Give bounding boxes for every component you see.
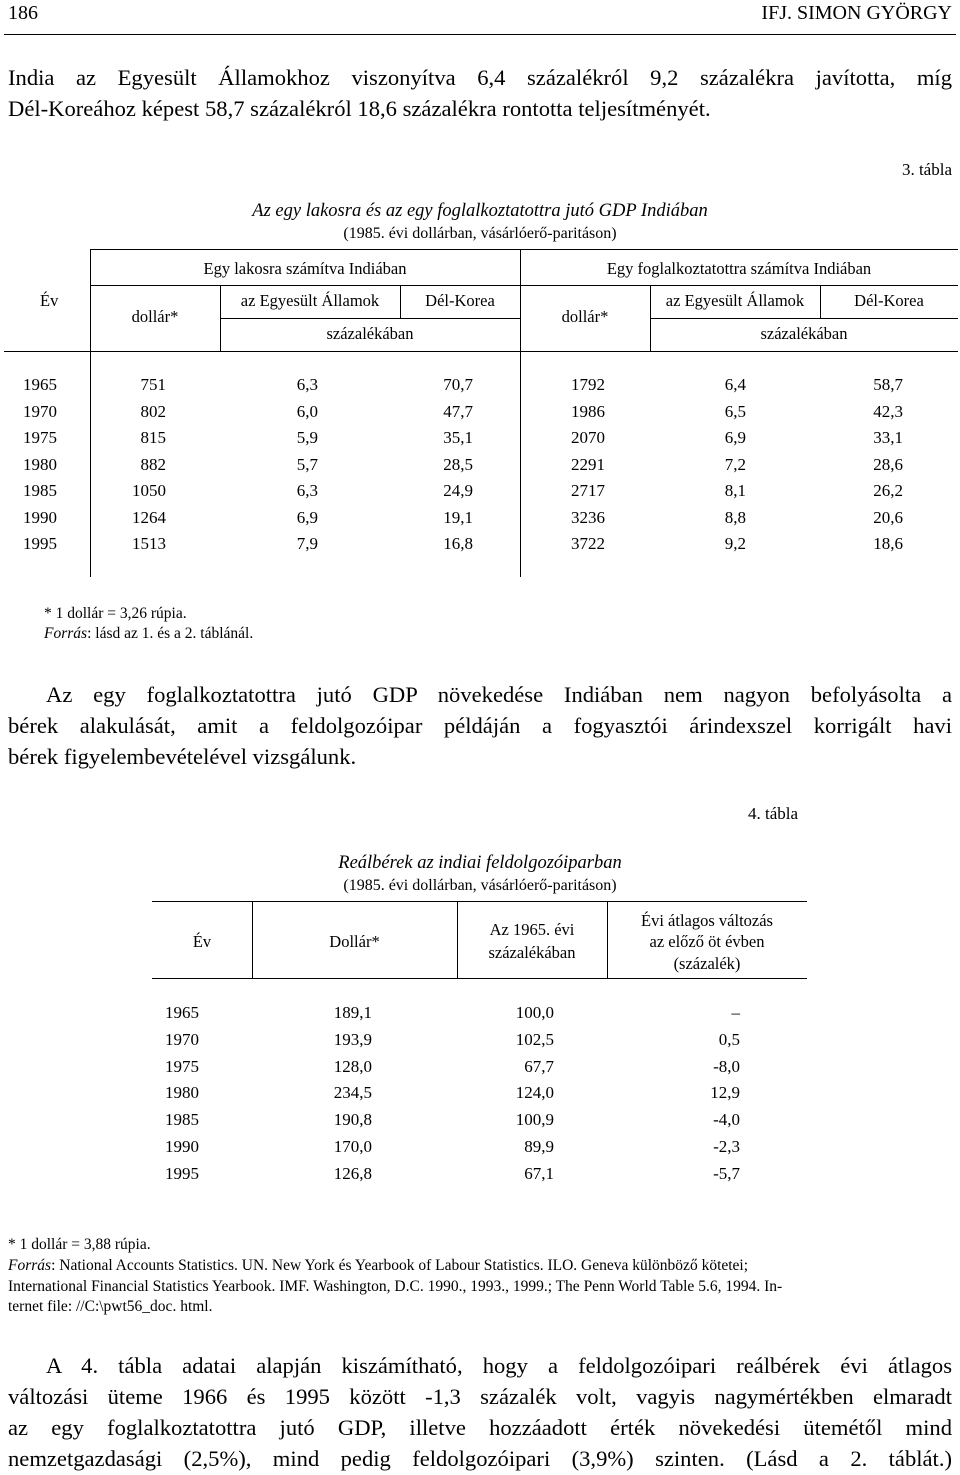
table-3-value-cell: 5,7 bbox=[296, 454, 318, 474]
table-3-footnote: * 1 dollár = 3,26 rúpia. bbox=[44, 605, 187, 622]
table-3-value-cell: 33,1 bbox=[873, 428, 903, 447]
table-3-value-cell: 70,7 bbox=[443, 375, 473, 394]
table-3-value-cell: 882 bbox=[140, 454, 166, 474]
table-4-value-cell: 89,9 bbox=[524, 1137, 554, 1156]
table-3-value-cell: 6,9 bbox=[296, 507, 318, 527]
table-3-title: Az egy lakosra és az egy foglalkoztatottra jutó GDP Indiában bbox=[252, 201, 708, 221]
table-3-value-cell: 7,2 bbox=[724, 454, 746, 474]
table-3-source-text: : lásd az 1. és a 2. táblánál. bbox=[87, 625, 254, 642]
table-3-group-per-employed: Egy foglalkoztatottra számítva Indiában bbox=[606, 259, 872, 278]
table-3-value-cell: 28,6 bbox=[873, 454, 903, 474]
table-3-subtitle: (1985. évi dollárban, vásárlóerő-paritáson) bbox=[343, 225, 617, 242]
table-3-col-dollar-1: dollár* bbox=[131, 307, 179, 326]
table-4-value-cell: 234,5 bbox=[333, 1083, 372, 1103]
header-rule bbox=[4, 34, 956, 35]
table-3-col-us-1: az Egyesült Államok bbox=[240, 291, 380, 310]
table-3-year-cell: 1965 bbox=[23, 375, 57, 394]
table-4-source-text-1: : National Accounts Statistics. UN. New York és Yearbook of Labour Statistics. ILO. Geneva különböző kötetei; bbox=[51, 1257, 749, 1274]
table-3-year-cell: 1970 bbox=[23, 401, 57, 421]
table-3-value-cell: 26,2 bbox=[873, 481, 903, 500]
table-3-value-cell: 1792 bbox=[571, 375, 605, 394]
table-3-value-cell: 47,7 bbox=[443, 401, 473, 421]
table-3-pct-rule-2 bbox=[650, 318, 958, 319]
table-3-value-cell: 42,3 bbox=[873, 401, 903, 421]
final-line-4: nemzetgazdasági (2,5%), mind pedig feldolgozóipari (3,9%) szinten. (Lásd a 2. táblát.) bbox=[8, 1446, 952, 1471]
table-4-value-cell: – bbox=[731, 1003, 740, 1022]
table-4-year-cell: 1975 bbox=[165, 1056, 199, 1076]
middle-line-2: bérek alakulását, amit a feldolgozóipar példáján a fogyasztói árindexszel korrigált havi bbox=[8, 713, 952, 738]
table-4-value-cell: -2,3 bbox=[713, 1137, 740, 1156]
table-4-value-cell: 102,5 bbox=[515, 1029, 554, 1049]
running-header-author: IFJ. SIMON GYÖRGY bbox=[761, 2, 952, 24]
table-3-value-cell: 751 bbox=[140, 375, 166, 394]
table-3-value-cell: 6,3 bbox=[296, 481, 318, 500]
table-3-value-cell: 6,4 bbox=[724, 375, 746, 394]
table-3-value-cell: 5,9 bbox=[296, 428, 318, 447]
table-3-value-cell: 6,9 bbox=[724, 428, 746, 447]
table-4-year-cell: 1970 bbox=[165, 1029, 199, 1049]
table-3-value-cell: 3722 bbox=[571, 534, 605, 553]
table-3-vrule bbox=[220, 285, 221, 351]
table-4-value-cell: 190,8 bbox=[333, 1110, 372, 1130]
table-4-value-cell: 128,0 bbox=[333, 1056, 372, 1076]
intro-line-2: Dél-Koreához képest 58,7 százalékról 18,6 százalékra rontotta teljesítményét. bbox=[8, 96, 711, 121]
table-3-label: 3. tábla bbox=[901, 160, 952, 179]
table-4-source-line-1 bbox=[8, 1257, 748, 1275]
page-number: 186 bbox=[8, 2, 38, 24]
table-3-value-cell: 1986 bbox=[571, 401, 605, 421]
table-4-value-cell: 67,1 bbox=[524, 1163, 554, 1183]
table-3-group-per-capita: Egy lakosra számítva Indiában bbox=[203, 259, 407, 278]
final-line-3: az egy foglalkoztatottra jutó GDP, illetve hozzáadott érték növekedési ütemétől mind bbox=[8, 1415, 952, 1440]
table-3-header-bottom-rule bbox=[4, 351, 958, 352]
table-3-year-cell: 1975 bbox=[23, 428, 57, 447]
middle-paragraph bbox=[8, 679, 952, 772]
table-4-col-change-l1: Évi átlagos változás bbox=[641, 911, 773, 930]
table-4-source-line-3: ternet file: //C:\pwt56_doc. html. bbox=[8, 1298, 213, 1315]
middle-line-1: Az egy foglalkoztatottra jutó GDP növekedése Indiában nem nagyon befolyásolta a bbox=[46, 682, 952, 707]
table-3-year-cell: 1985 bbox=[23, 481, 57, 500]
table-3-value-cell: 20,6 bbox=[873, 507, 903, 527]
table-3-col-korea-2: Dél-Korea bbox=[854, 291, 924, 310]
table-3-value-cell: 2291 bbox=[571, 454, 605, 474]
table-4-col-dollar: Dollár* bbox=[329, 932, 380, 951]
table-4-year-cell: 1985 bbox=[165, 1110, 199, 1130]
table-4-year-cell: 1980 bbox=[165, 1083, 199, 1103]
table-4-top-rule bbox=[152, 901, 807, 902]
table-3-value-cell: 1264 bbox=[132, 507, 166, 527]
table-3-value-cell: 2070 bbox=[571, 428, 605, 447]
table-3-value-cell: 24,9 bbox=[443, 481, 473, 500]
table-3-value-cell: 7,9 bbox=[296, 534, 318, 553]
table-4-value-cell: -8,0 bbox=[713, 1056, 740, 1076]
table-3-col-korea-1: Dél-Korea bbox=[425, 291, 495, 310]
table-3-value-cell: 1050 bbox=[132, 481, 166, 500]
table-3-value-cell: 9,2 bbox=[724, 534, 746, 553]
table-3-value-cell: 16,8 bbox=[443, 534, 473, 553]
table-4-col-1965-l1: Az 1965. évi bbox=[489, 920, 575, 939]
table-4-value-cell: -4,0 bbox=[713, 1110, 740, 1130]
table-4-source-line-2: International Financial Statistics Yearbook. IMF. Washington, D.C. 1990., 1993., 1999.; The Penn World Table 5.6, 1994. In- bbox=[8, 1278, 783, 1295]
table-3-col-year: Év bbox=[40, 291, 59, 310]
table-3-value-cell: 6,0 bbox=[296, 401, 318, 421]
table-4-vrule bbox=[457, 901, 458, 978]
table-3-value-cell: 802 bbox=[140, 401, 166, 421]
table-3-value-cell: 815 bbox=[140, 428, 166, 447]
table-4-header-bottom-rule bbox=[152, 978, 807, 979]
table-3-vrule bbox=[650, 285, 651, 351]
table-4-value-cell: 100,9 bbox=[515, 1110, 554, 1130]
table-3-value-cell: 58,7 bbox=[873, 375, 903, 394]
table-3-value-cell: 3236 bbox=[571, 507, 605, 527]
table-3-value-cell: 18,6 bbox=[873, 534, 903, 553]
table-3-col-dollar-2: dollár* bbox=[561, 307, 609, 326]
table-4-value-cell: 0,5 bbox=[718, 1029, 740, 1049]
table-4-year-cell: 1965 bbox=[165, 1003, 199, 1022]
table-4-year-cell: 1995 bbox=[165, 1163, 199, 1183]
table-4-value-cell: 189,1 bbox=[333, 1003, 372, 1022]
table-3-value-cell: 8,1 bbox=[724, 481, 746, 500]
table-4-footnote: * 1 dollár = 3,88 rúpia. bbox=[8, 1236, 151, 1253]
table-4-value-cell: 170,0 bbox=[333, 1137, 372, 1156]
table-3-year-cell: 1990 bbox=[23, 507, 57, 527]
intro-line-1: India az Egyesült Államokhoz viszonyítva 6,4 százalékról 9,2 százalékra javította, míg bbox=[8, 65, 952, 90]
table-3-value-cell: 6,5 bbox=[724, 401, 746, 421]
table-4-col-change-l2: az előző öt évben bbox=[649, 932, 765, 951]
table-3-col-us-2: az Egyesült Államok bbox=[665, 291, 805, 310]
table-3-value-cell: 2717 bbox=[571, 481, 605, 500]
table-3-top-rule bbox=[90, 249, 958, 250]
table-3-pct-rule-1 bbox=[220, 318, 520, 319]
table-3-value-cell: 19,1 bbox=[443, 507, 473, 527]
final-paragraph bbox=[8, 1350, 952, 1474]
final-line-1: A 4. tábla adatai alapján kiszámítható, hogy a feldolgozóipari reálbérek évi átlagos bbox=[46, 1353, 952, 1378]
table-4-value-cell: -5,7 bbox=[713, 1163, 740, 1183]
table-3-value-cell: 28,5 bbox=[443, 454, 473, 474]
table-3-value-cell: 1513 bbox=[132, 534, 166, 553]
table-4-value-cell: 12,9 bbox=[710, 1083, 740, 1103]
middle-line-3: bérek figyelembevételével vizsgálunk. bbox=[8, 744, 357, 769]
table-4-value-cell: 126,8 bbox=[333, 1163, 372, 1183]
table-4-value-cell: 67,7 bbox=[524, 1056, 554, 1076]
table-3-value-cell: 8,8 bbox=[724, 507, 746, 527]
table-3-col-pct-1: százalékában bbox=[326, 324, 414, 343]
final-line-2: változási üteme 1966 és 1995 között -1,3 százalék volt, vagyis nagymértékben elmaradt bbox=[8, 1384, 952, 1409]
table-3-col-pct-2: százalékában bbox=[760, 324, 848, 343]
table-3-value-cell: 35,1 bbox=[443, 428, 473, 447]
table-4-label: 4. tábla bbox=[748, 804, 799, 823]
table-4-col-change-l3: (százalék) bbox=[673, 954, 741, 973]
table-3-year-cell: 1980 bbox=[23, 454, 57, 474]
table-4-value-cell: 100,0 bbox=[515, 1003, 554, 1022]
table-4-col-1965-l2: százalékában bbox=[488, 943, 576, 962]
table-4-year-cell: 1990 bbox=[165, 1137, 199, 1156]
table-4-value-cell: 124,0 bbox=[515, 1083, 554, 1103]
table-4-title: Reálbérek az indiai feldolgozóiparban bbox=[338, 853, 622, 873]
intro-paragraph bbox=[8, 62, 952, 124]
table-3-vrule bbox=[400, 285, 401, 318]
table-3-vrule bbox=[520, 249, 521, 577]
table-4-value-cell: 193,9 bbox=[333, 1029, 372, 1049]
table-4-vrule bbox=[252, 901, 253, 978]
table-4-subtitle: (1985. évi dollárban, vásárlóerő-paritáson) bbox=[343, 877, 617, 894]
table-3-source-label: Forrás bbox=[44, 625, 88, 642]
table-3-year-cell: 1995 bbox=[23, 534, 57, 553]
table-3-vrule bbox=[820, 285, 821, 318]
table-4-source-label: Forrás bbox=[8, 1257, 52, 1274]
table-4-col-year: Év bbox=[192, 932, 212, 951]
table-3-value-cell: 6,3 bbox=[296, 375, 318, 394]
table-3-vrule bbox=[90, 249, 91, 577]
table-4-vrule bbox=[607, 901, 608, 978]
table-3-source bbox=[44, 625, 253, 643]
